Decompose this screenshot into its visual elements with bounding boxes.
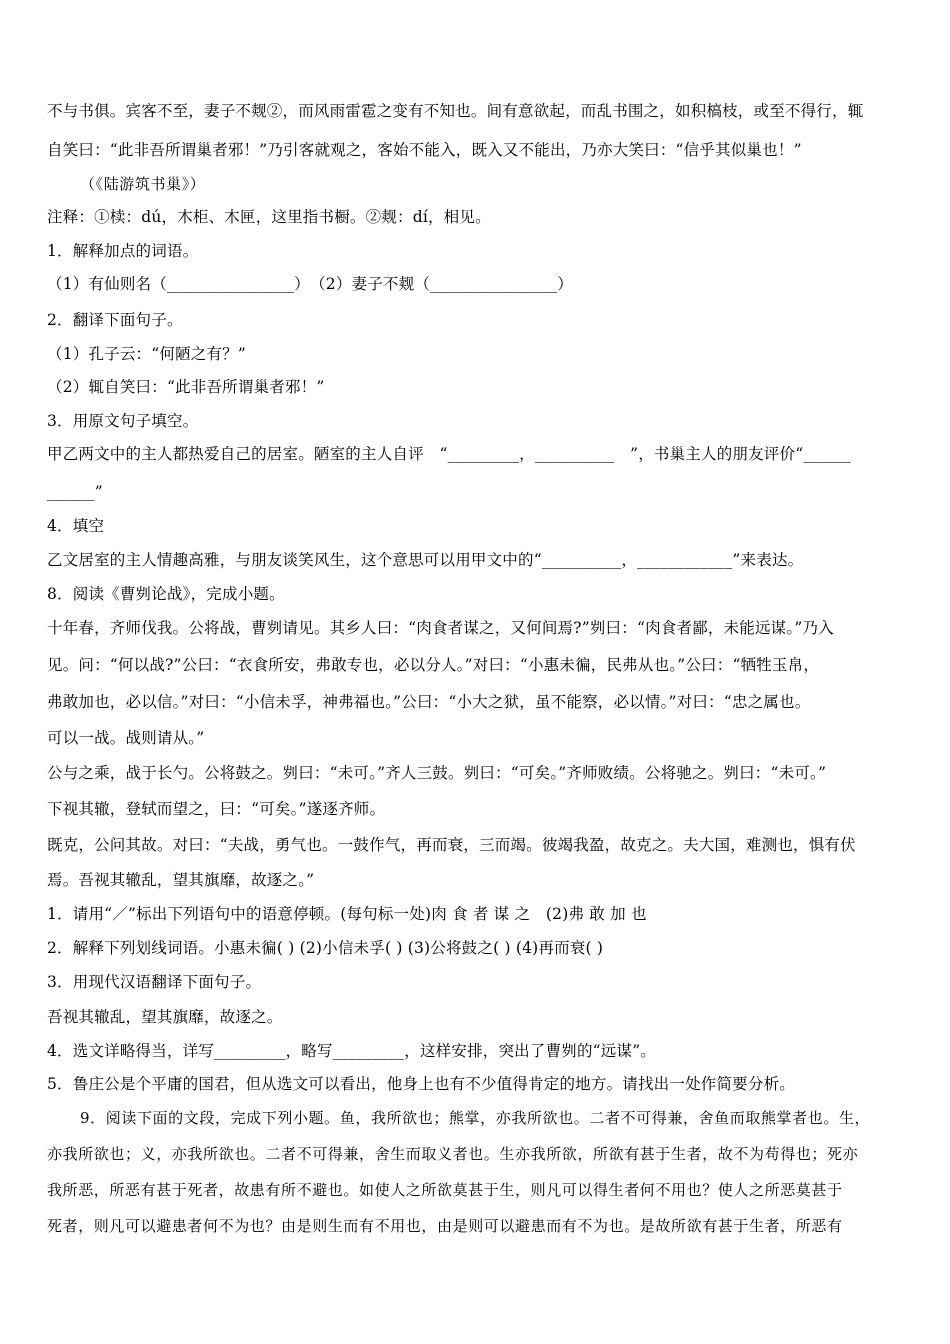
passage-line: 亦我所欲也；义，亦我所欲也。二者不可得兼，舍生而取义者也。生亦我所欲，所欲有甚于生者，故不为苟得也；死亦 xyxy=(47,1145,859,1163)
passage-line: 既克，公问其故。对曰：“夫战，勇气也。一鼓作气，再而衰，三而竭。彼竭我盈，故克之。夫大国，难测也，惧有伏 xyxy=(47,836,856,854)
passage-line: 我所恶，所恶有甚于死者，故患有所不避也。如使人之所欲莫甚于生，则凡可以得生者何不用也？使人之所恶莫甚于 xyxy=(47,1181,843,1199)
text-line: 自笑曰：“此非吾所谓巢者邪！”乃引客就观之，客始不能入，既入又不能出，乃亦大笑曰：“信乎其似巢也！” xyxy=(47,141,802,159)
question-item: 2．解释下列划线词语。小惠未徧( ) (2)小信未孚( ) (3)公将鼓之( ) (4)再而衰( ) xyxy=(47,939,604,957)
passage-line: 公与之乘，战于长勺。公将鼓之。刿曰：“未可。”齐人三鼓。刿曰：“可矣。”齐师败绩。公将驰之。刿曰：“未可。” xyxy=(47,764,827,782)
passage-line: 可以一战。战则请从。” xyxy=(47,729,205,747)
question-item: 吾视其辙乱，望其旗靡，故逐之。 xyxy=(47,1008,283,1026)
passage-line: 十年春，齐师伐我。公将战，曹刿请见。其乡人曰：“肉食者谋之，又何间焉?”刿曰：“肉食者鄙，未能远谋。”乃入 xyxy=(47,619,834,637)
section-heading: 9．阅读下面的文段，完成下列小题。鱼，我所欲也；熊掌，亦我所欲也。二者不可得兼，舍鱼而取熊掌者也。生， xyxy=(80,1109,871,1127)
passage-line: 见。问：“何以战?”公曰：“衣食所安，弗敢专也，必以分人。”对曰：“小惠未徧，民弗从也。”公曰：“牺牲玉帛， xyxy=(47,656,820,674)
question-item: 乙文居室的主人情趣高雅，与朋友谈笑风生，这个意思可以用甲文中的“__________，____________”来表达。 xyxy=(47,551,804,569)
source-citation: （《陆游筑书巢》） xyxy=(80,175,206,193)
section-heading: 8．阅读《曹刿论战》，完成小题。 xyxy=(47,585,285,603)
question-item: 4．选文详略得当，详写_________，略写_________，这样安排，突出了曹刿的“远谋”。 xyxy=(47,1042,657,1060)
question-heading: 3．用原文句子填空。 xyxy=(47,412,199,430)
question-heading: 1．解释加点的词语。 xyxy=(47,242,199,260)
question-item: 3．用现代汉语翻译下面句子。 xyxy=(47,973,262,991)
question-item: （1）有仙则名（________________） （2）妻子不觌（________________） xyxy=(47,275,573,293)
question-item: 甲乙两文中的主人都热爱自己的居室。陋室的主人自评 “_________，__________ ”，书巢主人的朋友评价“______ xyxy=(47,445,852,463)
passage-line: 下视其辙，登轼而望之，曰：“可矣。”遂逐齐师。 xyxy=(47,800,386,818)
question-heading: 4．填空 xyxy=(47,517,105,535)
passage-line: 死者，则凡可以避患者何不为也？由是则生而有不用也，由是则可以避患而有不为也。是故所欲有甚于生者，所恶有 xyxy=(47,1217,843,1235)
passage-line: 焉。吾视其辙乱，望其旗靡，故逐之。” xyxy=(47,871,315,889)
question-item: 5．鲁庄公是个平庸的国君，但从选文可以看出，他身上也有不少值得肯定的地方。请找出一处作简要分析。 xyxy=(47,1075,795,1093)
text-line: 不与书俱。宾客不至，妻子不觌②，而风雨雷雹之变有不知也。间有意欲起，而乱书围之，如积槁枝，或至不得行，辄 xyxy=(47,102,864,120)
question-item: 1．请用“／”标出下列语句中的语意停顿。(每句标一处)肉 食 者 谋 之 (2)弗 敢 加 也 xyxy=(47,905,647,923)
question-item: （1）孔子云：“何陋之有？” xyxy=(47,345,247,363)
question-heading: 2．翻译下面句子。 xyxy=(47,311,183,329)
passage-line: 弗敢加也，必以信。”对曰：“小信未孚，神弗福也。”公曰：“小大之狱，虽不能察，必以情。”对曰：“忠之属也。 xyxy=(47,693,811,711)
question-item: （2）辄自笑曰：“此非吾所谓巢者邪！” xyxy=(47,378,325,396)
annotation-note: 注释：①椟：dú，木柜、木匣，这里指书橱。②觌：dí，相见。 xyxy=(47,208,491,226)
question-item: ______” xyxy=(47,483,103,501)
